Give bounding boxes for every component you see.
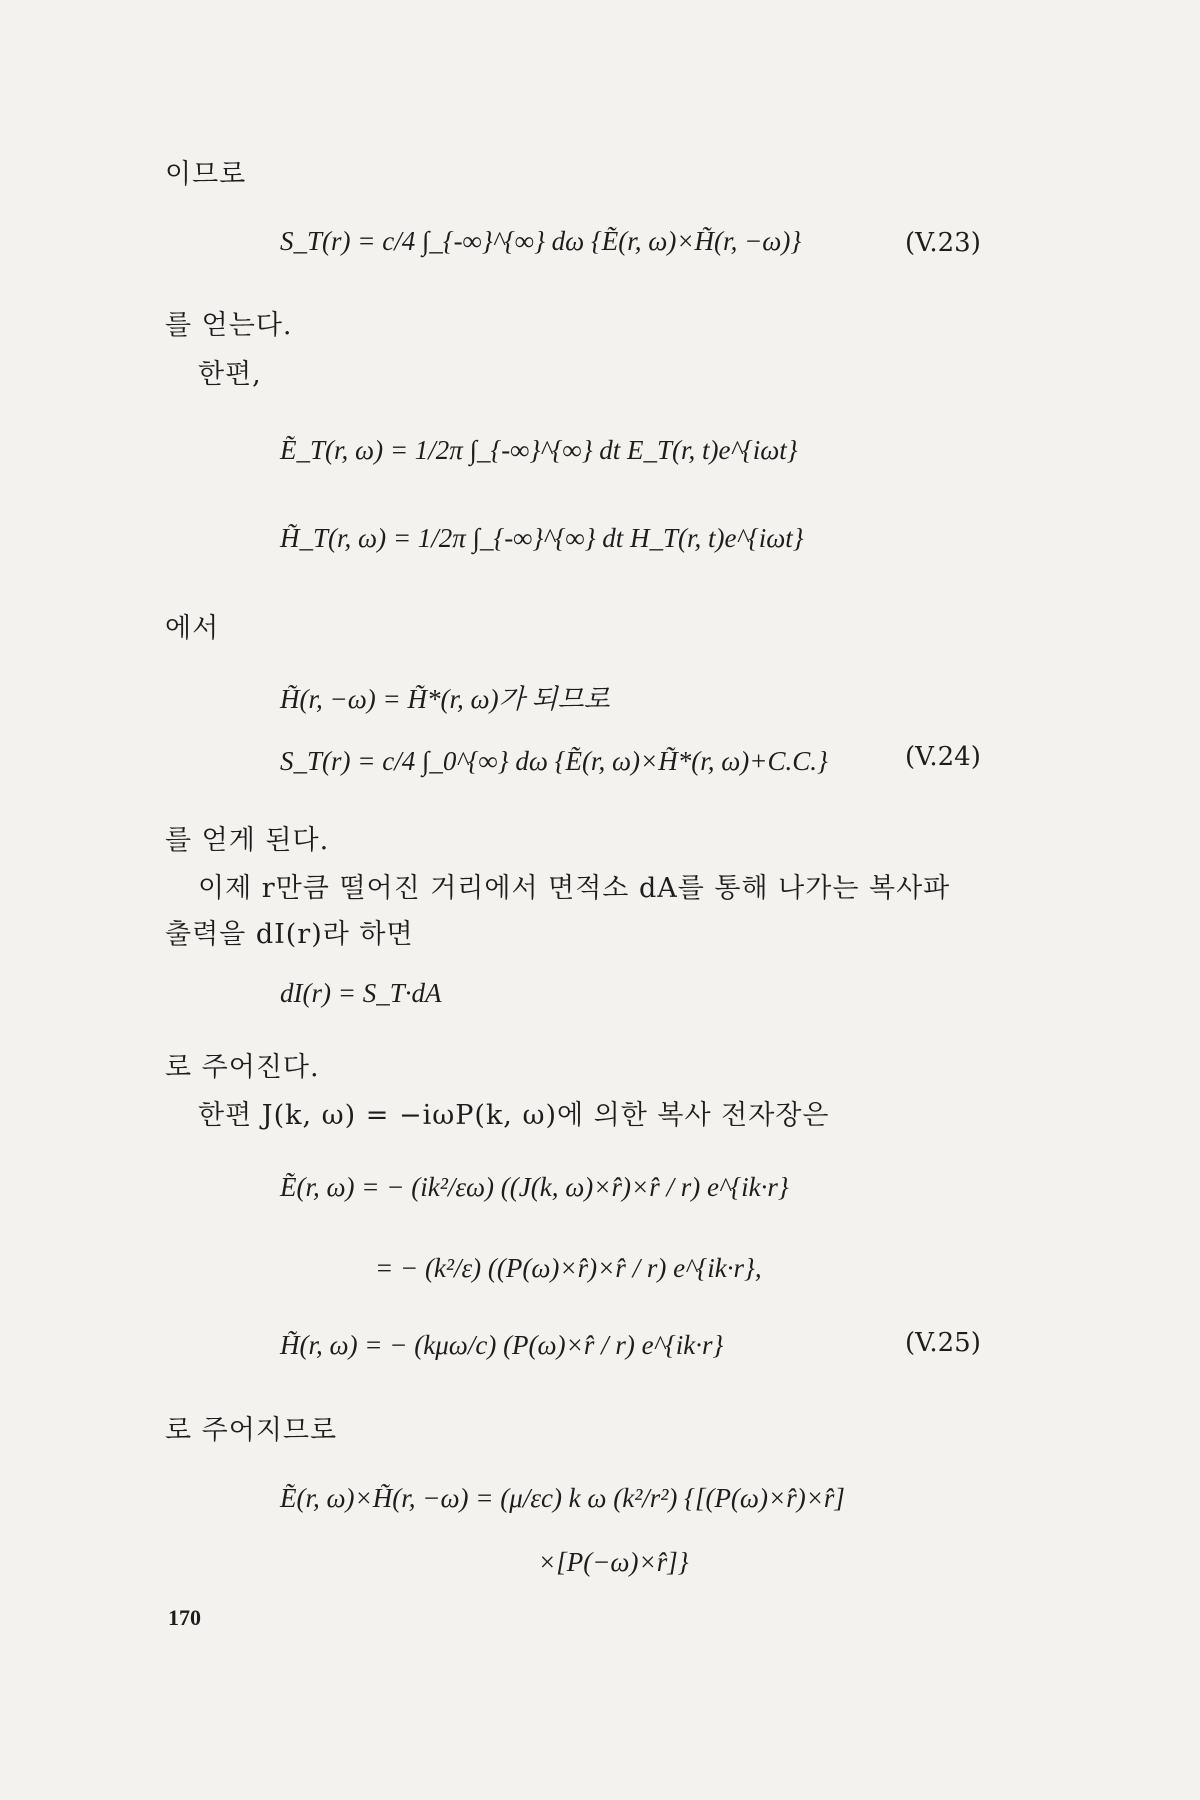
equation-line: dI(r) = S_T·dA [280,978,442,1008]
text-line: 로 주어지므로 [165,1415,338,1446]
equation-line: S_T(r) = c/4 ∫_{-∞}^{∞} dω {Ẽ(r, ω)×H̃(r, −ω)} [280,226,802,256]
equation-line: ×[P(−ω)×r̂]} [538,1547,689,1577]
equation-line: H̃_T(r, ω) = 1/2π ∫_{-∞}^{∞} dt H_T(r, t)e^{iωt} [280,523,804,553]
text-line: 이제 r만큼 떨어진 거리에서 면적소 dA를 통해 나가는 복사파 [198,873,951,904]
equation-line: Ẽ_T(r, ω) = 1/2π ∫_{-∞}^{∞} dt E_T(r, t)e^{iωt} [280,435,798,465]
equation-line: Ẽ(r, ω) = − (ik²/εω) ((J(k, ω)×r̂)×r̂ / r) e^{ik·r} [280,1172,789,1202]
text-line: 출력을 dI(r)라 하면 [165,919,414,950]
text-line: 이므로 [165,159,247,190]
equation-line: S_T(r) = c/4 ∫_0^{∞} dω {Ẽ(r, ω)×H̃*(r, ω)+C.C.} [280,746,828,776]
equation-line: H̃(r, ω) = − (kμω/c) (P(ω)×r̂ / r) e^{ik·r} [280,1330,724,1360]
equation-number: (V.24) [905,742,981,772]
text-line: 한편 J(k, ω) = −iωP(k, ω)에 의한 복사 전자장은 [198,1100,830,1131]
text-line: 를 얻게 된다. [165,825,330,856]
equation-line: = − (k²/ε) ((P(ω)×r̂)×r̂ / r) e^{ik·r}, [375,1253,762,1283]
equation-number: (V.25) [905,1328,981,1358]
text-line: 한편, [198,359,262,390]
equation-line: Ẽ(r, ω)×H̃(r, −ω) = (μ/εc) k ω (k²/r²) {[(P(ω)×r̂)×r̂] [280,1483,845,1513]
text-line: 로 주어진다. [165,1052,320,1083]
page-number: 170 [168,1605,201,1630]
text-line: 에서 [165,613,220,644]
equation-line: H̃(r, −ω) = H̃*(r, ω)가 되므로 [280,684,610,714]
text-line: 를 얻는다. [165,310,293,341]
equation-number: (V.23) [905,228,981,258]
